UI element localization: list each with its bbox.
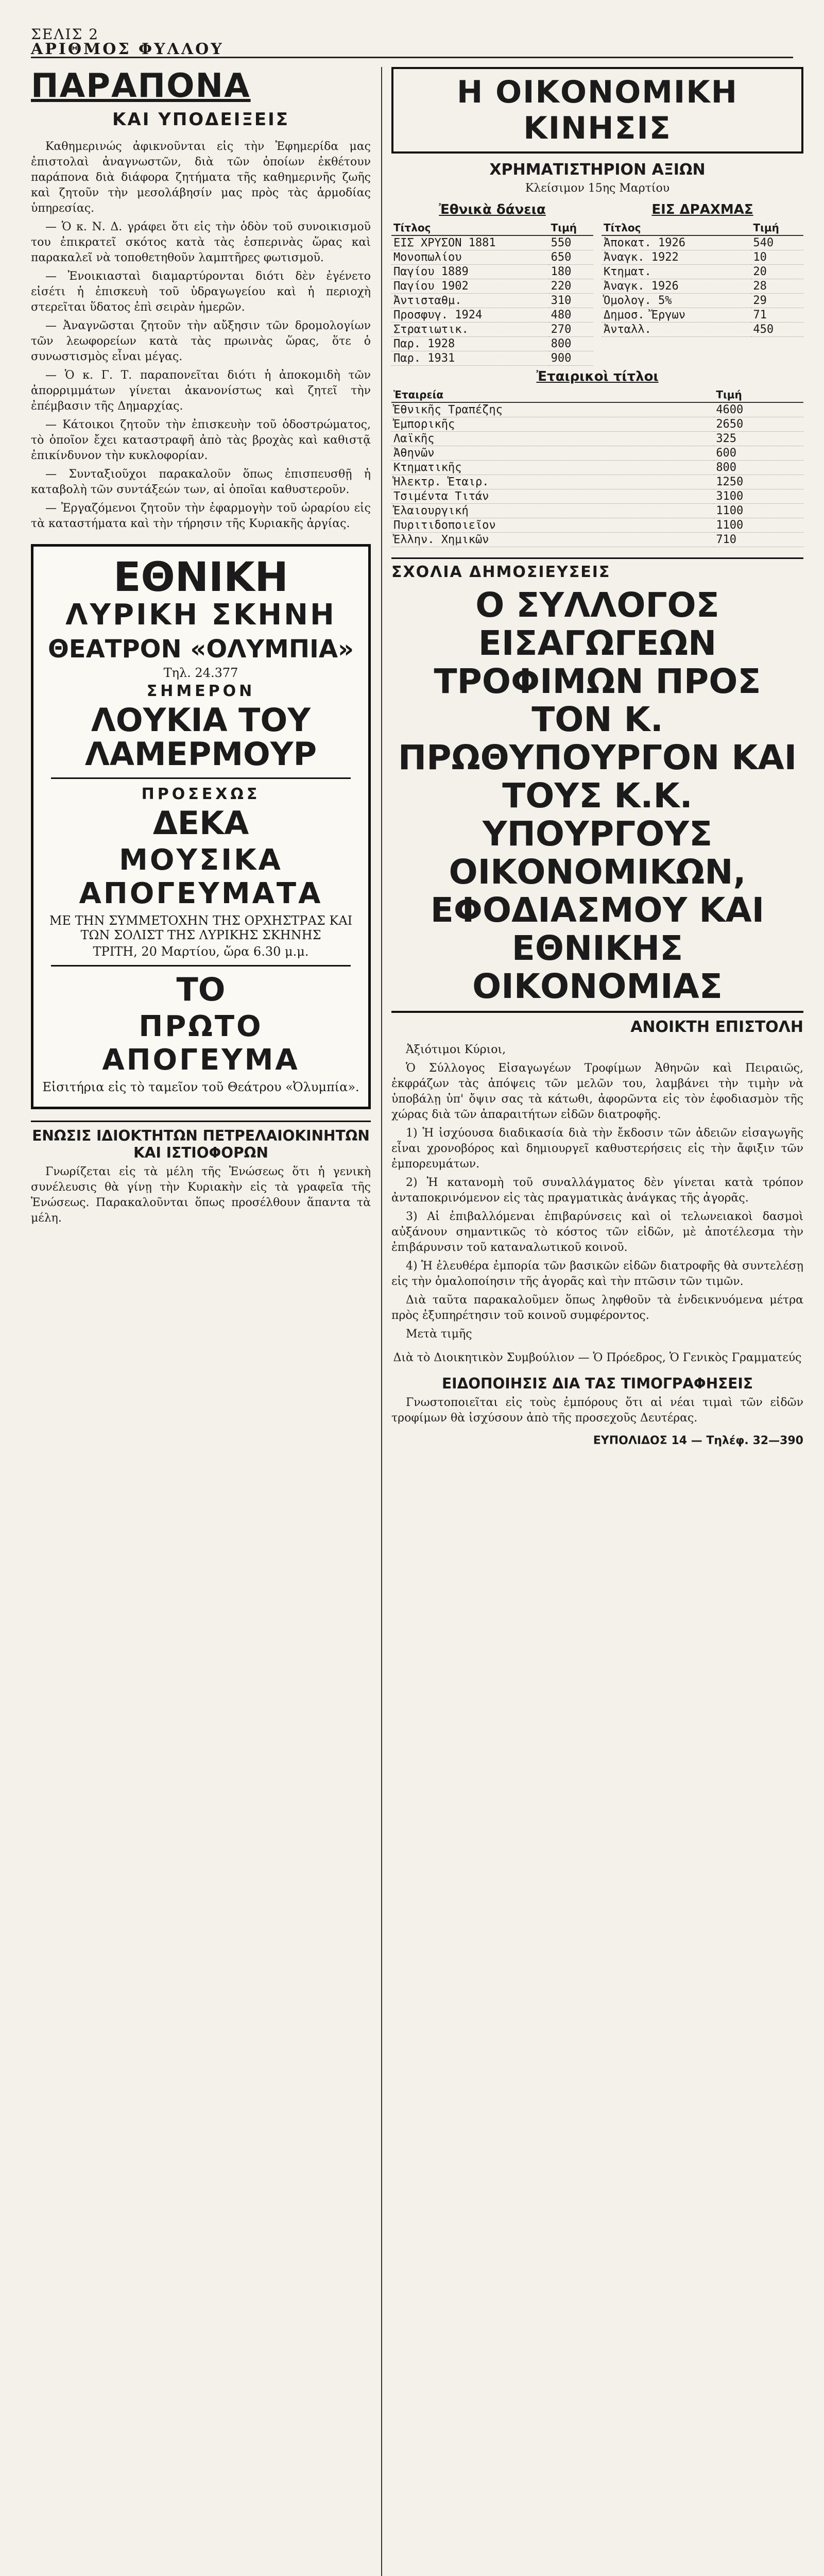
opera-advertisement: [31, 544, 371, 1109]
letter-headline: Ο ΣΥΛΛΟΓΟΣ ΕΙΣΑΓΩΓΕΩΝ ΤΡΟΦΙΜΩΝ ΠΡΟΣ ΤΟΝ Κ. ΠΡΩΘΥΠΟΥΡΓΟΝ ΚΑΙ ΤΟΥΣ Κ.Κ. ΥΠΟΥΡΓΟΥΣ ΟΙΚΟΝΟΜΙΚΩΝ, ΕΦΟΔΙΑΣΜΟΥ ΚΑΙ ΕΘΝΙΚΗΣ ΟΙΚΟΝΟΜΙΑΣ: [391, 586, 803, 1013]
column-header: Ἑταιρεία: [391, 387, 714, 402]
column-divider: [381, 67, 382, 2576]
table-row: [391, 446, 803, 461]
table-row: [602, 323, 803, 337]
economy-banner: Η ΟΙΚΟΝΟΜΙΚΗ ΚΙΝΗΣΙΣ: [391, 67, 803, 154]
security-name-cell: Λαϊκῆς: [391, 432, 714, 446]
price-cell: 710: [714, 533, 803, 547]
ad-phone: Τηλ. 24.377: [163, 666, 238, 680]
column-header: Τίτλος: [391, 221, 549, 235]
table-row: [391, 432, 803, 446]
ad-note: Εἰσιτήρια εἰς τὸ ταμεῖον τοῦ Θεάτρου «Ὀλυμπία».: [42, 1080, 359, 1094]
paragraph: Καθημερινώς ἀφικνοῦνται εἰς τὴν Ἐφημερίδα μας ἐπιστολαὶ ἀναγνωστῶν, διὰ τῶν ὁποίων ἐκθέτουν παράπονα διὰ διάφορα ζητήματα τῆς καθημερινῆς ζωῆς καὶ ζητοῦν τὴν μεσολάβησίν μας πρὸς τὰς ἁρμοδίας ὑπηρεσίας.: [31, 140, 371, 215]
paragraph: Διὰ ταῦτα παρακαλοῦμεν ὅπως ληφθοῦν τὰ ἐνδεικνυόμενα μέτρα πρὸς ἐξυπηρέτησιν τοῦ κοινοῦ συμφέροντος.: [391, 1294, 803, 1322]
security-name-cell: Δημοσ. Ἔργων: [602, 308, 751, 323]
ad-coming: ΠΡΟΣΕΧΩΣ: [141, 785, 261, 803]
price-notice-body: [391, 1395, 803, 1429]
column-header: Τιμή: [714, 387, 803, 402]
paragraph: Ἀξιότιμοι Κύριοι,: [406, 1043, 506, 1056]
price-cell: 220: [549, 279, 593, 294]
table-title: Ἐταιρικοὶ τίτλοι: [536, 369, 659, 384]
paragraph: Μετὰ τιμῆς: [406, 1328, 472, 1341]
security-name-cell: Παρ. 1928: [391, 337, 549, 351]
price-cell: 450: [751, 323, 803, 337]
security-name-cell: Κτηματ.: [602, 265, 751, 279]
price-cell: 1250: [714, 475, 803, 489]
price-notice-heading: ΕΙΔΟΠΟΙΗΣΙΣ ΔΙΑ ΤΑΣ ΤΙΜΟΓΡΑΦΗΣΕΙΣ: [442, 1375, 753, 1392]
bond-tables: [391, 199, 803, 366]
security-name-cell: Ὁμολογ. 5%: [602, 294, 751, 308]
table-row: [391, 265, 593, 279]
ad-ten: ΔΕΚΑ: [152, 804, 249, 842]
drachma-loans-table-wrap: [602, 199, 803, 366]
price-cell: 10: [751, 250, 803, 265]
price-cell: 4600: [714, 402, 803, 417]
security-name-cell: Ἀναγκ. 1922: [602, 250, 751, 265]
complaints-kicker: ΚΑΙ ΥΠΟΔΕΙΞΕΙΣ: [112, 109, 289, 130]
price-cell: 600: [714, 446, 803, 461]
price-cell: 20: [751, 265, 803, 279]
page-number: ΣΕΛΙΣ 2: [31, 26, 99, 43]
security-name-cell: Ἐμπορικῆς: [391, 417, 714, 432]
ad-title: ΕΘΝΙΚΗ: [113, 554, 288, 601]
complaints-body: [31, 139, 371, 535]
association-notice: [31, 1121, 371, 1229]
price-cell: 3100: [714, 489, 803, 504]
table-row: [391, 279, 593, 294]
national-loans-table-wrap: [391, 199, 593, 366]
price-cell: 71: [751, 308, 803, 323]
paragraph: — Ἐνοικιασταὶ διαμαρτύρονται διότι δὲν ἐγένετο εἰσέτι ἡ ἐπισκευὴ τοῦ ὑδραγωγείου καὶ ἡ περιοχὴ στερεῖται ὕδατος ἐπὶ σειρὰν ἡμερῶν.: [31, 270, 371, 314]
price-cell: 800: [549, 337, 593, 351]
security-name-cell: Ἀντισταθμ.: [391, 294, 549, 308]
notice-title: ΕΝΩΣΙΣ ΙΔΙΟΚΤΗΤΩΝ ΠΕΤΡΕΛΑΙΟΚΙΝΗΤΩΝ ΚΑΙ ΙΣΤΙΟΦΟΡΩΝ: [32, 1127, 370, 1161]
paragraph: — Ὁ κ. Γ. Τ. παραπονεῖται διότι ἡ ἀποκομιδὴ τῶν ἀπορριμμάτων γίνεται ἀκανονίστως καὶ ζητεῖ τὴν ἐπέμβασιν τῆς Δημαρχίας.: [31, 369, 371, 413]
price-cell: 550: [549, 235, 593, 250]
table-title: ΕΙΣ ΔΡΑΧΜΑΣ: [651, 202, 753, 217]
security-name-cell: Μονοπωλίου: [391, 250, 549, 265]
security-name-cell: Προσφυγ. 1924: [391, 308, 549, 323]
paragraph: Ὁ Σύλλογος Εἰσαγωγέων Τροφίμων Ἀθηνῶν καὶ Πειραιῶς, ἐκφράζων τὰς ἀπόψεις τῶν μελῶν του, λαμβάνει τὴν τιμὴν νὰ ὑποβάλῃ ὑπ' ὄψιν σας τὰ κάτωθι, ἀφορῶντα εἰς τὸν ἐφοδιασμὸν τῆς χώρας διὰ τῶν ἀπαραιτήτων εἰδῶν διατροφῆς.: [391, 1062, 803, 1121]
table-title: Ἐθνικὰ δάνεια: [439, 202, 546, 217]
price-cell: 310: [549, 294, 593, 308]
paragraph: 1) Ἡ ἰσχύουσα διαδικασία διὰ τὴν ἔκδοσιν τῶν ἀδειῶν εἰσαγωγῆς εἶναι χρονοβόρος καὶ δημιουργεῖ καθυστερήσεις εἰς τὴν ἄφιξιν τῶν ἐμπορευμάτων.: [391, 1127, 803, 1171]
table-row: [391, 533, 803, 547]
column-header: Τιμή: [549, 221, 593, 235]
drachma-loans-table: [602, 221, 803, 337]
table-row: [391, 489, 803, 504]
paragraph: — Συνταξιοῦχοι παρακαλοῦν ὅπως ἐπισπευσθῇ ἡ καταβολὴ τῶν συντάξεών των, αἱ ὁποῖαι καθυστεροῦν.: [31, 468, 371, 496]
ad-divider: [51, 777, 351, 779]
market-date: Κλείσιμον 15ης Μαρτίου: [525, 182, 670, 195]
table-row: [391, 402, 803, 417]
table-row: [391, 294, 593, 308]
table-row: [602, 279, 803, 294]
letter-body: [391, 1042, 803, 1345]
right-column: [391, 67, 803, 2576]
security-name-cell: Ἡλεκτρ. Ἑταιρ.: [391, 475, 714, 489]
ad-divider: [51, 965, 351, 967]
ad-details: ΜΕ ΤΗΝ ΣΥΜΜΕΤΟΧΗΝ ΤΗΣ ΟΡΧΗΣΤΡΑΣ ΚΑΙ ΤΩΝ ΣΟΛΙΣΤ ΤΗΣ ΛΥΡΙΚΗΣ ΣΚΗΝΗΣ: [49, 913, 353, 942]
security-name-cell: Παγίου 1902: [391, 279, 549, 294]
table-row: [391, 475, 803, 489]
security-name-cell: Παρ. 1931: [391, 351, 549, 366]
left-column: [31, 67, 371, 2576]
paragraph: 4) Ἡ ἐλευθέρα ἐμπορία τῶν βασικῶν εἰδῶν διατροφῆς θὰ συντελέσῃ εἰς τὴν ὁμαλοποίησιν τῆς ἀγορᾶς καὶ τὴν πτῶσιν τῶν τιμῶν.: [391, 1260, 803, 1288]
table-row: [391, 351, 593, 366]
price-cell: 800: [714, 461, 803, 475]
security-name-cell: Ἐλαιουργική: [391, 504, 714, 518]
signatures: Διὰ τὸ Διοικητικὸν Συμβούλιον — Ὁ Πρόεδρος, Ὁ Γενικὸς Γραμματεύς: [393, 1351, 802, 1364]
price-cell: 1100: [714, 504, 803, 518]
security-name-cell: Στρατιωτικ.: [391, 323, 549, 337]
ad-date: ΤΡΙΤΗ, 20 Μαρτίου, ὥρα 6.30 μ.μ.: [93, 944, 309, 959]
notice-body: [31, 1164, 371, 1229]
market-heading: ΧΡΗΜΑΤΙΣΤΗΡΙΟΝ ΑΞΙΩΝ: [489, 161, 706, 179]
paragraph: — Ἐργαζόμενοι ζητοῦν τὴν ἐφαρμογὴν τοῦ ὡραρίου εἰς τὰ καταστήματα καὶ τὴν τήρησιν τῆς Κυριακῆς ἀργίας.: [31, 502, 371, 530]
price-cell: 29: [751, 294, 803, 308]
table-row: [391, 308, 593, 323]
column-header: Τιμή: [751, 221, 803, 235]
table-row: [391, 235, 593, 250]
security-name-cell: Ἀνταλλ.: [602, 323, 751, 337]
price-cell: 480: [549, 308, 593, 323]
price-cell: 1100: [714, 518, 803, 533]
ad-first: ΤΟ: [176, 971, 226, 1008]
security-name-cell: Πυριτιδοποιεῖον: [391, 518, 714, 533]
table-row: [602, 250, 803, 265]
table-row: [391, 250, 593, 265]
paragraph: — Ἀναγνῶσται ζητοῦν τὴν αὔξησιν τῶν δρομολογίων τῶν λεωφορείων κατὰ τὰς πρωινὰς ὥρας, ὅτε ὁ συνωστισμὸς εἶναι μέγας.: [31, 319, 371, 363]
paragraph: — Κάτοικοι ζητοῦν τὴν ἐπισκευὴν τοῦ ὁδοστρώματος, τὸ ὁποῖον ἔχει καταστραφῆ ἀπὸ τὰς βροχὰς καὶ καθιστᾷ ἐπικίνδυνον τὴν κυκλοφορίαν.: [31, 418, 371, 462]
paragraph: 2) Ἡ κατανομὴ τοῦ συναλλάγματος δὲν γίνεται κατὰ τρόπον ἀνταποκρινόμενον εἰς τὰς πραγματικὰς ἀνάγκας τῆς ἀγορᾶς.: [391, 1176, 803, 1205]
ad-first-title: ΠΡΩΤΟ ΑΠΟΓΕΥΜΑ: [102, 1010, 300, 1077]
national-loans-table: [391, 221, 593, 366]
table-row: [391, 417, 803, 432]
table-row: [391, 337, 593, 351]
address-line: ΕΥΠΟΛΙΔΟΣ 14 — Τηλέφ. 32—390: [593, 1434, 803, 1447]
complaints-heading: ΠΑΡΑΠΟΝΑ: [31, 67, 251, 105]
ad-theatre: ΘΕΑΤΡΟΝ «ΟΛΥΜΠΙΑ»: [47, 635, 354, 664]
table-row: [391, 461, 803, 475]
table-row: [602, 294, 803, 308]
security-name-cell: Παγίου 1889: [391, 265, 549, 279]
security-name-cell: ΕΙΣ ΧΡΥΣΟΝ 1881: [391, 235, 549, 250]
table-row: [391, 504, 803, 518]
security-name-cell: Κτηματικῆς: [391, 461, 714, 475]
table-row: [391, 518, 803, 533]
price-cell: 180: [549, 265, 593, 279]
price-cell: 325: [714, 432, 803, 446]
price-cell: 28: [751, 279, 803, 294]
paragraph: — Ὁ κ. Ν. Δ. γράφει ὅτι εἰς τὴν ὁδὸν τοῦ συνοικισμοῦ του ἐπικρατεῖ σκότος κατὰ τὰς ἑσπερινὰς ὥρας καὶ παρακαλεῖ νὰ τοποθετηθοῦν λαμπτῆρες φωτισμοῦ.: [31, 221, 371, 264]
paragraph: Γνωρίζεται εἰς τὰ μέλη τῆς Ἑνώσεως ὅτι ἡ γενικὴ συνέλευσις θὰ γίνῃ τὴν Κυριακὴν εἰς τὰ γραφεῖα τῆς Ἑνώσεως. Παρακαλοῦνται ὅπως προσέλθουν ἅπαντα τὰ μέλη.: [31, 1165, 371, 1225]
company-shares-table: [391, 387, 803, 547]
issue-label: ΑΡΙΘΜΟΣ ΦΥΛΛΟΥ: [31, 40, 224, 58]
paragraph: 3) Αἱ ἐπιβαλλόμεναι ἐπιβαρύνσεις καὶ οἱ τελωνειακοὶ δασμοὶ αὐξάνουν σημαντικῶς τὸ κόστος τῶν εἰδῶν, μὲ ἀποτέλεσμα τὴν ἐπιβάρυνσιν τοῦ καταναλωτικοῦ κοινοῦ.: [391, 1210, 803, 1254]
column-header: Τίτλος: [602, 221, 751, 235]
price-cell: 900: [549, 351, 593, 366]
security-name-cell: Τσιμέντα Τιτάν: [391, 489, 714, 504]
masthead: [31, 21, 793, 58]
security-name-cell: Ἀποκατ. 1926: [602, 235, 751, 250]
table-row: [391, 323, 593, 337]
paragraph: Γνωστοποιεῖται εἰς τοὺς ἐμπόρους ὅτι αἱ νέαι τιμαὶ τῶν εἰδῶν τροφίμων θὰ ἰσχύσουν ἀπὸ τῆς προσεχοῦς Δευτέρας.: [391, 1396, 803, 1425]
price-cell: 2650: [714, 417, 803, 432]
table-row: [602, 265, 803, 279]
announcements-heading: ΣΧΟΛΙΑ ΔΗΜΟΣΙΕΥΣΕΙΣ: [391, 557, 803, 581]
security-name-cell: Ἐθνικῆς Τραπέζης: [391, 402, 714, 417]
ad-concerts: ΜΟΥΣΙΚΑ ΑΠΟΓΕΥΜΑΤΑ: [79, 843, 323, 910]
price-cell: 540: [751, 235, 803, 250]
price-cell: 650: [549, 250, 593, 265]
ad-today: ΣΗΜΕΡΟΝ: [146, 682, 255, 700]
table-row: [602, 308, 803, 323]
table-row: [602, 235, 803, 250]
open-letter-label: ΑΝΟΙΚΤΗ ΕΠΙΣΤΟΛΗ: [630, 1018, 803, 1036]
price-cell: 270: [549, 323, 593, 337]
security-name-cell: Ἀθηνῶν: [391, 446, 714, 461]
ad-show: ΛΟΥΚΙΑ ΤΟΥ ΛΑΜΕΡΜΟΥΡ: [84, 701, 317, 773]
ad-subtitle: ΛΥΡΙΚΗ ΣΚΗΝΗ: [65, 598, 336, 632]
security-name-cell: Ἐλλην. Χημικῶν: [391, 533, 714, 547]
security-name-cell: Ἀναγκ. 1926: [602, 279, 751, 294]
